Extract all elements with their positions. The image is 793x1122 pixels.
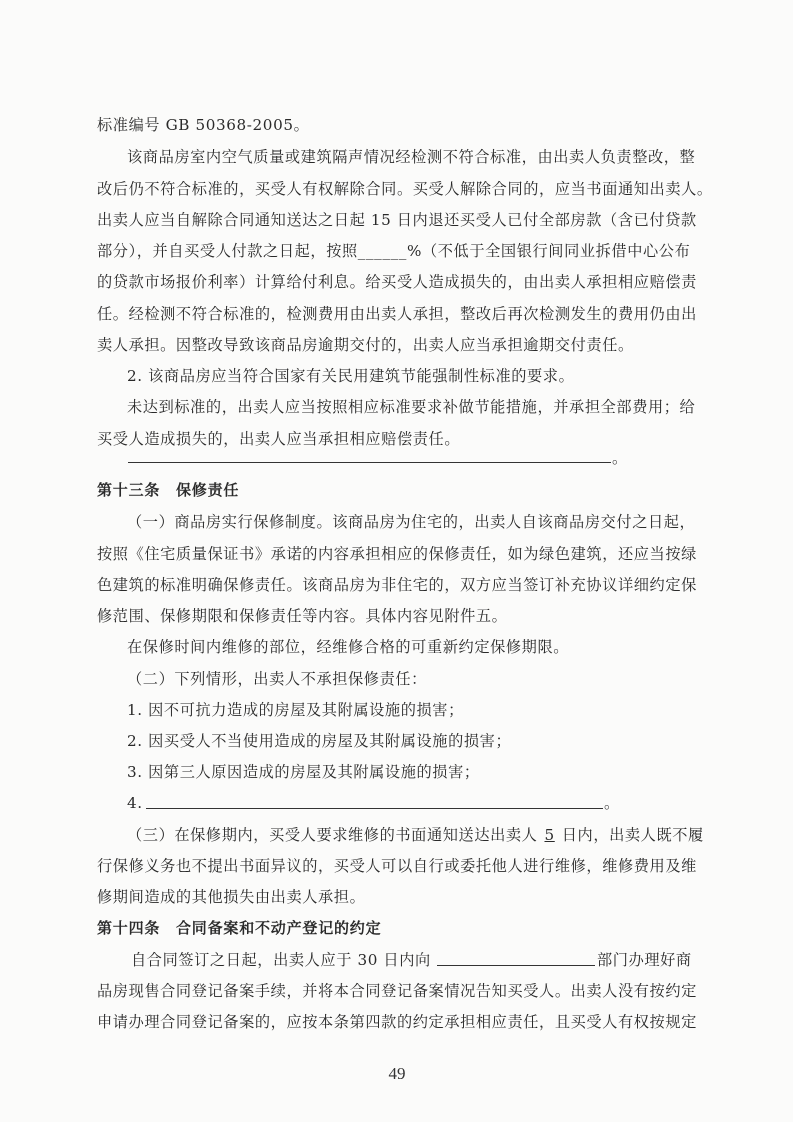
- blank-fill-line: [437, 965, 595, 966]
- text-line: [127, 825, 703, 845]
- text-line: 在保修时间内维修的部位，经维修合格的可重新约定保修期限。: [127, 638, 570, 656]
- text-line: 部分），并自买受人付款之日起，按照______%（不低于全国银行间同业拆借中心公布: [97, 242, 691, 260]
- text-line: 出卖人应当自解除合同通知送达之日起 15 日内退还买受人已付全部房款（含已付贷款: [97, 211, 697, 229]
- text-segment: （三）在保修期内，买受人要求维修的书面通知送达出卖人: [127, 826, 538, 844]
- blank-fill-line: [146, 808, 603, 809]
- text-line: （一）商品房实行保修制度。该商品房为住宅的，出卖人自该商品房交付之日起，: [127, 513, 696, 531]
- text-line: 修期间造成的其他损失由出卖人承担。: [97, 888, 366, 906]
- text-line: 申请办理合同登记备案的，应按本条第四款的约定承担相应责任，且买受人有权按规定: [97, 1013, 697, 1031]
- text-line: 。: [612, 449, 628, 467]
- text-line: 4.: [127, 794, 143, 812]
- section-heading: 第十三条 保修责任: [97, 481, 240, 499]
- section-heading: 第十四条 合同备案和不动产登记的约定: [97, 919, 382, 937]
- filled-value: 5: [544, 826, 555, 844]
- text-line: 改后仍不符合标准的，买受人有权解除合同。买受人解除合同的，应当书面通知出卖人。: [97, 180, 713, 198]
- text-line: 买受人造成损失的，出卖人应当承担相应赔偿责任。: [97, 430, 461, 448]
- text-line: 任。经检测不符合标准的，检测费用由出卖人承担，整改后再次检测发生的费用仍由出: [97, 305, 697, 323]
- text-line: 2. 因买受人不当使用造成的房屋及其附属设施的损害；: [127, 732, 512, 750]
- text-line: 未达到标准的，出卖人应当按照相应标准要求补做节能措施，并承担全部费用；给: [127, 398, 696, 416]
- text-line: 1. 因不可抗力造成的房屋及其附属设施的损害；: [127, 701, 464, 719]
- text-line: 该商品房室内空气质量或建筑隔声情况经检测不符合标准，由出卖人负责整改，整: [127, 148, 696, 166]
- blank-fill-line: [128, 462, 611, 463]
- text-line: （二）下列情形，出卖人不承担保修责任：: [127, 670, 427, 688]
- text-line: 按照《住宅质量保证书》承诺的内容承担相应的保修责任，如为绿色建筑，还应当按绿: [97, 545, 697, 563]
- text-line: 行保修义务也不提出书面异议的，买受人可以自行或委托他人进行维修，维修费用及维: [97, 857, 697, 875]
- page-number: 49: [388, 1064, 406, 1083]
- text-line: 的贷款市场报价利率）计算给付利息。给买受人造成损失的，由出卖人承担相应赔偿责: [97, 273, 697, 291]
- text-line: 3. 因第三人原因造成的房屋及其附属设施的损害；: [127, 763, 480, 781]
- text-line: 标准编号 GB 50368-2005。: [97, 116, 310, 134]
- text-line: 2. 该商品房应当符合国家有关民用建筑节能强制性标准的要求。: [127, 367, 575, 385]
- text-line: 色建筑的标准明确保修责任。该商品房为非住宅的，双方应当签订补充协议详细约定保: [97, 576, 697, 594]
- text-line: 自合同签订之日起，出卖人应于 30 日内向: [131, 951, 431, 969]
- text-line: 修范围、保修期限和保修责任等内容。具体内容见附件五。: [97, 607, 508, 625]
- text-line: 。: [604, 794, 620, 812]
- text-segment: 日内，出卖人既不履: [561, 826, 704, 844]
- text-line: 部门办理好商: [597, 951, 692, 969]
- text-line: 品房现售合同登记备案手续，并将本合同登记备案情况告知买受人。出卖人没有按约定: [97, 982, 697, 1000]
- text-line: 卖人承担。因整改导致该商品房逾期交付的，出卖人应当承担逾期交付责任。: [97, 336, 634, 354]
